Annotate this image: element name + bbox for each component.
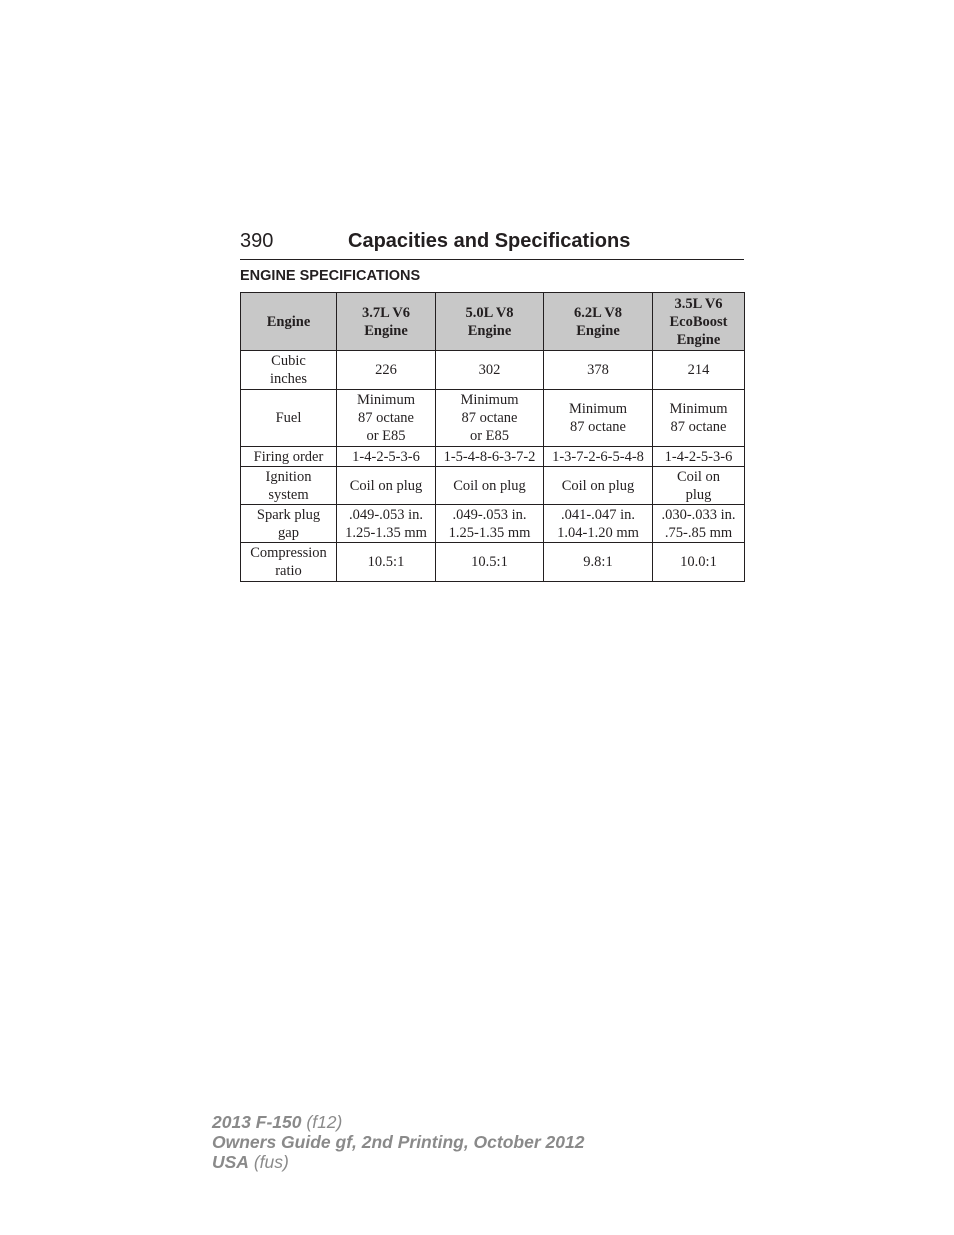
table-cell: 378 <box>544 351 653 390</box>
footer-market: USA <box>212 1152 249 1172</box>
row-label: Spark plug gap <box>241 505 337 543</box>
table-cell: .049-.053 in. 1.25-1.35 mm <box>436 505 544 543</box>
row-label: Cubic inches <box>241 351 337 390</box>
table-cell: 1-3-7-2-6-5-4-8 <box>544 447 653 467</box>
table-row <box>241 351 745 390</box>
table-row <box>241 467 745 505</box>
footer-line-model <box>212 1112 584 1132</box>
column-header: Engine <box>241 293 337 351</box>
table-row <box>241 447 745 467</box>
table-cell: Coil on plug <box>337 467 436 505</box>
table-cell: Minimum 87 octane <box>544 390 653 447</box>
section-title: ENGINE SPECIFICATIONS <box>240 268 421 284</box>
table-cell: Minimum 87 octane <box>653 390 745 447</box>
table-cell: 1-4-2-5-3-6 <box>337 447 436 467</box>
table-row <box>241 390 745 447</box>
page-header <box>240 228 744 260</box>
table-cell: Coil on plug <box>653 467 745 505</box>
table-cell: 10.5:1 <box>436 543 544 582</box>
footer-market-code: (fus) <box>248 1152 289 1172</box>
table-cell: 1-4-2-5-3-6 <box>653 447 745 467</box>
column-header: 3.7L V6 Engine <box>337 293 436 351</box>
table-header-row <box>241 293 745 351</box>
table-cell: .041-.047 in. 1.04-1.20 mm <box>544 505 653 543</box>
row-label: Fuel <box>241 390 337 447</box>
table-cell: .049-.053 in. 1.25-1.35 mm <box>337 505 436 543</box>
table-cell: 1-5-4-8-6-3-7-2 <box>436 447 544 467</box>
column-header: 6.2L V8 Engine <box>544 293 653 351</box>
footer-model: 2013 F-150 <box>212 1112 302 1132</box>
footer-guide: Owners Guide gf, 2nd Printing, October 2012 <box>212 1132 585 1152</box>
engine-specifications-table <box>240 292 745 582</box>
table-cell: 302 <box>436 351 544 390</box>
table-cell: 10.5:1 <box>337 543 436 582</box>
table-row <box>241 505 745 543</box>
column-header: 5.0L V8 Engine <box>436 293 544 351</box>
page-number: 390 <box>240 230 274 252</box>
footer-line-guide <box>212 1132 584 1152</box>
page-footer <box>212 1112 584 1172</box>
table-cell: 10.0:1 <box>653 543 745 582</box>
table-cell: Minimum 87 octane or E85 <box>436 390 544 447</box>
chapter-title: Capacities and Specifications <box>348 230 631 252</box>
table-cell: .030-.033 in. .75-.85 mm <box>653 505 745 543</box>
footer-line-market <box>212 1152 584 1172</box>
column-header: 3.5L V6 EcoBoost Engine <box>653 293 745 351</box>
row-label: Ignition system <box>241 467 337 505</box>
row-label: Firing order <box>241 447 337 467</box>
table-cell: 226 <box>337 351 436 390</box>
table-cell: Minimum 87 octane or E85 <box>337 390 436 447</box>
table-cell: Coil on plug <box>436 467 544 505</box>
table-row <box>241 543 745 582</box>
table-cell: 9.8:1 <box>544 543 653 582</box>
table-cell: Coil on plug <box>544 467 653 505</box>
table-cell: 214 <box>653 351 745 390</box>
row-label: Compression ratio <box>241 543 337 582</box>
footer-model-code: (f12) <box>301 1112 343 1132</box>
